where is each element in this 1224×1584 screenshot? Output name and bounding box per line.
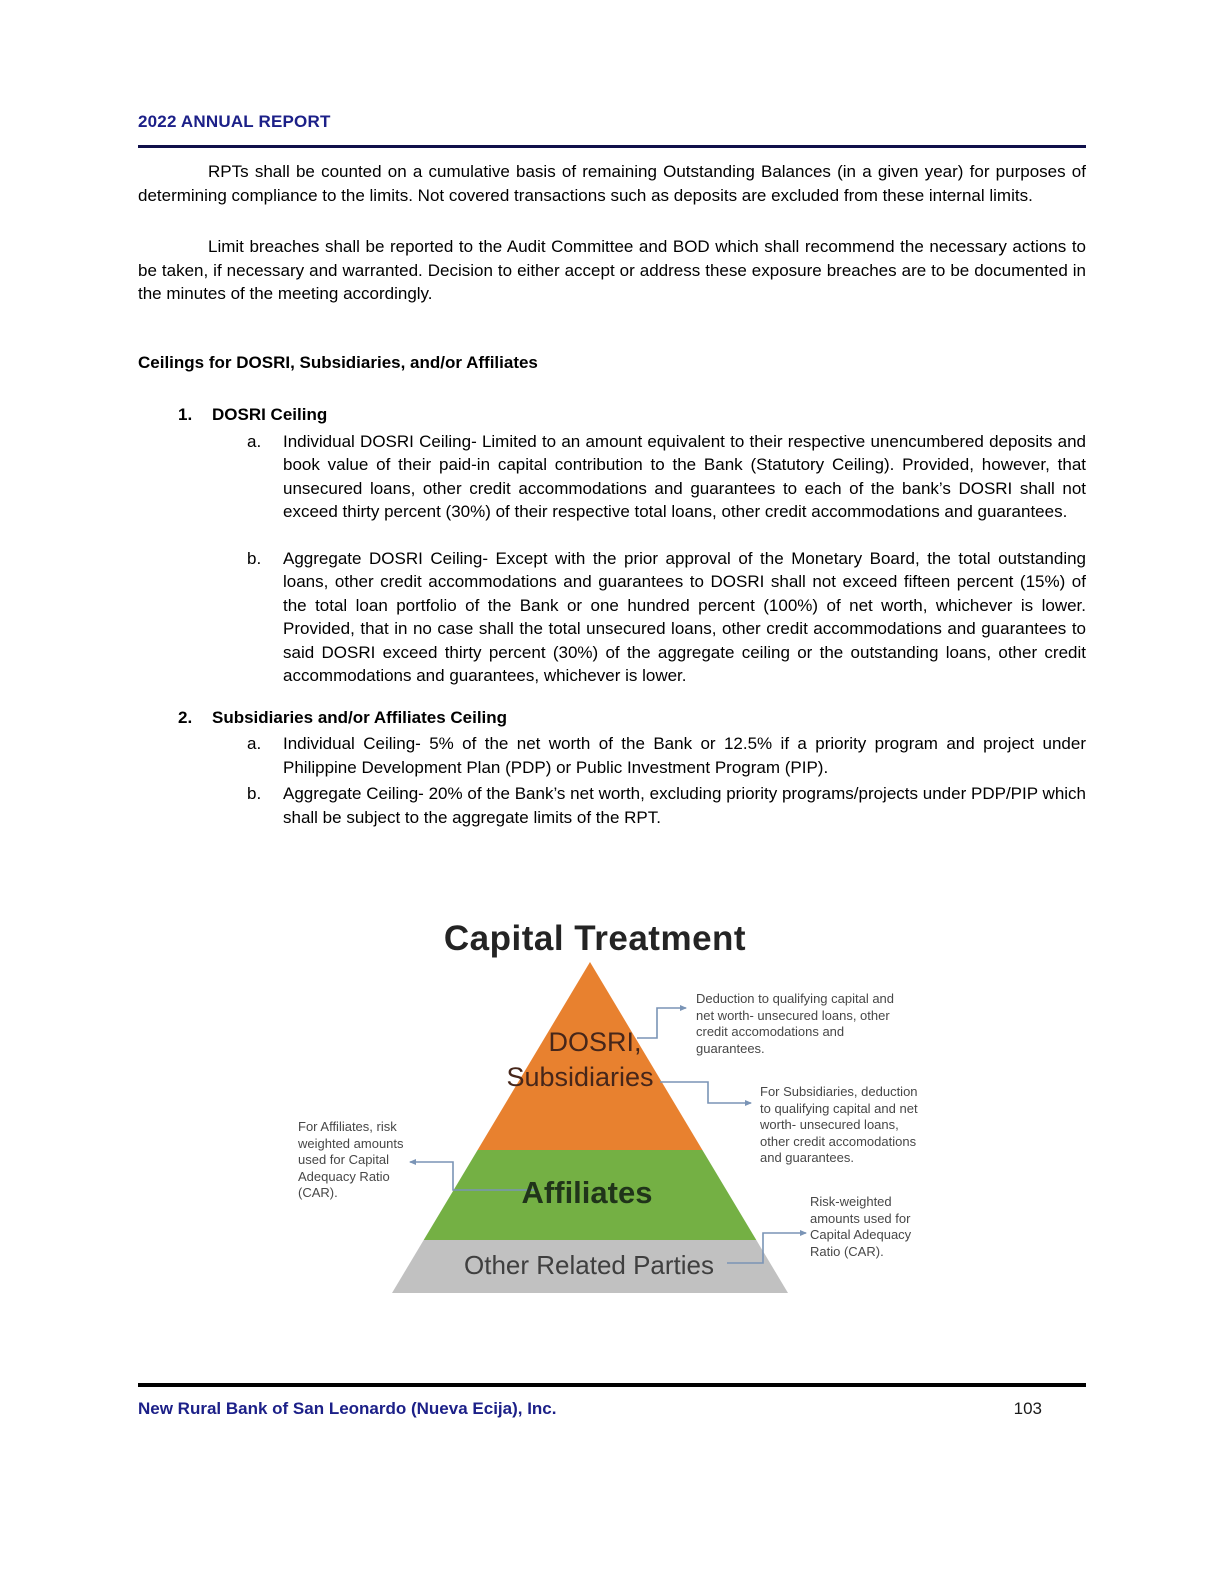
list-subitem-individual-ceiling [247,732,1086,779]
list-subitem-text: Aggregate Ceiling- 20% of the Bank’s net worth, excluding priority programs/projects under PDP/PIP which shall be subject to the aggregate limits of the RPT. [283,784,1086,827]
paragraph-rpt-counting: RPTs shall be counted on a cumulative basis of remaining Outstanding Balances (in a given year) for purposes of determining compliance to the limits. Not covered transactions such as deposits are excluded from these internal limits. [138,162,1086,205]
annotation-orp-car: Risk-weighted amounts used for Capital Adequacy Ratio (CAR). [810,1194,912,1259]
list-subitem-aggregate-ceiling [247,782,1086,829]
list-title: Subsidiaries and/or Affiliates Ceiling [212,707,508,727]
footer-rule [138,1383,1086,1387]
annotation-subsidiaries-deduction: For Subsidiaries, deduction to qualifying capital and net worth- unsecured loans, other credit accomodations and guarantees. [760,1084,918,1165]
list-title: DOSRI Ceiling [212,405,328,424]
pyramid-label-subsidiaries: Subsidiaries [506,1062,654,1092]
list-number: 2. [178,707,193,727]
report-title: 2022 ANNUAL REPORT [138,112,331,131]
pyramid-graphic [138,905,1086,1305]
annotation-dosri-deduction: Deduction to qualifying capital and net worth- unsecured loans, other credit accomodations and guarantees. [696,991,895,1056]
list-subitem-individual-dosri [247,430,1086,524]
pyramid-label-dosri: DOSRI, [548,1027,642,1057]
page-number: 103 [1013,1399,1042,1418]
pyramid-label-other-related-parties: Other Related Parties [463,1250,715,1280]
capital-treatment-diagram [138,905,1086,1305]
list-letter: b. [247,784,262,803]
header-rule [138,145,1086,148]
diagram-title: Capital Treatment [443,919,747,958]
paragraph-limit-breaches: Limit breaches shall be reported to the Audit Committee and BOD which shall recommend the necessary actions to be taken, if necessary and warranted. Decision to either accept or address these exposure breaches are to be documented in the minutes of the meeting accordingly. [138,237,1086,303]
list-subitem-aggregate-dosri [247,547,1086,688]
connector-subsidiaries [660,1082,751,1103]
pyramid-label-affiliates: Affiliates [521,1175,653,1210]
document-body [138,160,1086,829]
page-header [138,112,1086,132]
section-heading-ceilings: Ceilings for DOSRI, Subsidiaries, and/or Affiliates [138,352,538,372]
list-letter: a. [247,431,262,451]
list-letter: b. [247,548,262,568]
list-item-subsidiaries-ceiling [178,706,1086,730]
list-subitem-text: Aggregate DOSRI Ceiling- Except with the prior approval of the Monetary Board, the total outstanding loans, other credit accommodations and guarantees to DOSRI shall not exceed fifteen percent (15%) of the total loan portfolio of the Bank or one hundred percent (100%) of net worth, whichever is lower. Provided, that in no case shall the total unsecured loans, other credit accommodations and guarantees to said DOSRI exceed thirty percent (30%) of the aggregate ceiling or the outstanding loans, other credit accommodations and guarantees, whichever is lower. [283,548,1086,685]
annotation-affiliates-car: For Affiliates, risk weighted amounts used for Capital Adequacy Ratio (CAR). [298,1119,404,1200]
footer-bank-name: New Rural Bank of San Leonardo (Nueva Ecija), Inc. [138,1399,557,1418]
list-subitem-text: Individual Ceiling- 5% of the net worth of the Bank or 12.5% if a priority program and project under Philippine Development Plan (PDP) or Public Investment Program (PIP). [283,734,1086,777]
connector-dosri [637,1008,686,1038]
list-number: 1. [178,405,193,424]
list-subitem-text: Individual DOSRI Ceiling- Limited to an amount equivalent to their respective unencumbered deposits and book value of their paid-in capital contribution to the Bank (Statutory Ceiling). Provided, however, that unsecured loans, other credit accommodations and guarantees to each of the bank’s DOSRI shall not exceed thirty percent (30%) of their respective total loans, other credit accommodations and guarantees. [283,431,1086,521]
list-item-dosri-ceiling [178,403,1086,427]
list-letter: a. [247,734,262,753]
